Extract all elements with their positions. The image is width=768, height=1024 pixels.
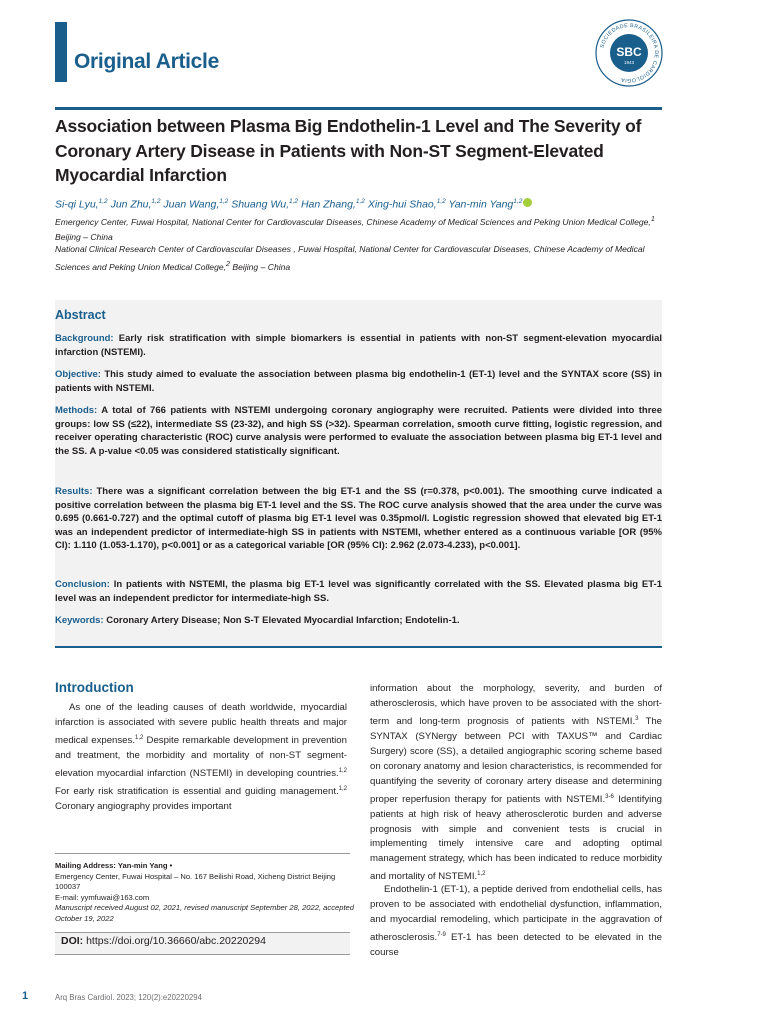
header-accent-bar bbox=[55, 22, 67, 82]
sbc-logo bbox=[594, 18, 664, 88]
introduction-heading: Introduction bbox=[55, 680, 134, 695]
article-type-label: Original Article bbox=[74, 50, 219, 73]
doi-label: DOI: bbox=[61, 935, 84, 947]
logo-year: 1943 bbox=[623, 60, 635, 65]
header-rule bbox=[55, 107, 662, 110]
mailing-address: Emergency Center, Fuwai Hospital – No. 167 Beilishi Road, Xicheng District Beijing 100037 bbox=[55, 871, 336, 891]
author-affiliation-mark: 1,2 bbox=[151, 198, 161, 205]
author-affiliation-mark: 1,2 bbox=[513, 198, 523, 205]
article-title: Association between Plasma Big Endothelin-1 Level and The Severity of Coronary Artery Disease in Patients with Non-ST Segment-Elevated Myocardial Infarction bbox=[55, 116, 642, 185]
author-name[interactable]: Juan Wang, bbox=[163, 198, 220, 211]
author-name[interactable]: Jun Zhu, bbox=[110, 198, 152, 211]
affiliation-2: National Clinical Research Center of Cardiovascular Diseases , Fuwai Hospital, National Center for Cardiovascular Diseases, Chinese Academy of Medical Sciences and Peking Union Medical College,$^2$ Beijing – China bbox=[55, 244, 645, 272]
author-affiliation-mark: 1,2 bbox=[436, 198, 446, 205]
author-affiliation-mark: 1,2 bbox=[98, 198, 108, 205]
journal-reference: Arq Bras Cardiol. 2023; 120(2):e20220294 bbox=[55, 993, 202, 1002]
intro-left-paragraph: As one of the leading causes of death worldwide, myocardial infarction is associated with severe public health threats and major medical expenses.$^{1,2}$ Despite remarkable development in prevention and treatment, the morbidity and mortality of non-ST segment-elevation myocardial infarction (NSTEMI) in developing countries.$^{1,2}$ For early risk stratification is essential and guiding management.$^{1,2}$ Coronary angiography provides important bbox=[55, 702, 347, 812]
orcid-icon[interactable] bbox=[523, 198, 532, 207]
doi-link[interactable]: https://doi.org/10.36660/abc.20220294 bbox=[86, 935, 266, 947]
abstract-methods: Methods: A total of 766 patients with NSTEMI undergoing coronary angiography were recruited. Patients were divided into three groups: low SS (≤22), intermediate SS (23-32), and high SS (>32). Spearman correlation, smooth curve fitting, logistic regression, and receiver operating characteristic (ROC) curve analysis were performed to evaluate the association between plasma big ET-1 level and the SS. A p-value <0.05 was considered statistically significant. bbox=[55, 405, 662, 457]
author-name[interactable]: Xing-hui Shao, bbox=[367, 198, 437, 211]
abstract-conclusion: Conclusion: In patients with NSTEMI, the plasma big ET-1 level was significantly correlated with the SS. Elevated plasma big ET-1 level was an independent predictor for intermediate-high SS. bbox=[55, 579, 662, 604]
abstract-keywords: Keywords: Coronary Artery Disease; Non S-T Elevated Myocardial Infarction; Endotelin-1. bbox=[55, 615, 460, 626]
page-number: 1 bbox=[22, 990, 29, 1002]
intro-right-paragraph-2: Endothelin-1 (ET-1), a peptide derived from endothelial cells, has proven to be associated with endothelial dysfunction, inflammation, and myocardial remodeling, which participate in the aggravation of atherosclerosis.$^{7-9}$ ET-1 has been detected to be elevated in the course bbox=[370, 884, 662, 958]
abstract-objective: Objective: This study aimed to evaluate the association between plasma big endothelin-1 (ET-1) level and the SYNTAX score (SS) in patients with NSTEMI. bbox=[55, 369, 662, 394]
author-affiliation-mark: 1,2 bbox=[219, 198, 229, 205]
author-name[interactable]: Si-qi Lyu, bbox=[55, 198, 99, 211]
mailing-address-block: Mailing Address: Yan-min Yang • Emergency Center, Fuwai Hospital – No. 167 Beilishi Road, Xicheng District Beijing 100037 E-mail: yymfuwai@163.com Manuscript received August 02, 2021, revised manuscript September 28, 2022, accepted October 19, 2022 bbox=[55, 861, 354, 923]
manuscript-dates: Manuscript received August 02, 2021, revised manuscript September 28, 2022, accepted October 19, 2022 bbox=[55, 903, 354, 923]
affiliation-1: Emergency Center, Fuwai Hospital, National Center for Cardiovascular Diseases, Chinese Academy of Medical Sciences and Peking Union Medical College,$^1$ Beijing – China bbox=[55, 215, 655, 242]
abstract-background: Background: Early risk stratification with simple biomarkers is essential in patients with non-ST segment-elevation myocardial infarction (NSTEMI). bbox=[55, 333, 662, 358]
author-list bbox=[55, 195, 665, 212]
author-affiliation-mark: 1,2 bbox=[355, 198, 365, 205]
mailing-email[interactable]: E-mail: yymfuwai@163.com bbox=[55, 892, 150, 902]
abstract-results: Results: There was a significant correlation between the big ET-1 and the SS (r=0.378, p<0.001). The smoothing curve indicated a positive correlation between the plasma big ET-1 level and the SS. The ROC curve analysis showed that the area under the curve was 0.695 (0.661-0.727) and the optimal cutoff of plasma big ET-1 level was 0.35pmol/l. Logistic regression showed that elevated big ET-1 was an independent predictor of intermediate-high SS in patients with NSTEMI, whether entered as a continuous variable [OR (95% CI): 1.110 (1.053-1.170), p<0.001] or as a categorical variable [OR (95% CI): 2.962 (2.073-4.233), p<0.001]. bbox=[55, 486, 662, 551]
logo-text: SBC bbox=[616, 45, 642, 59]
author-name[interactable]: Yan-min Yang bbox=[448, 198, 514, 211]
author-name[interactable]: Shuang Wu, bbox=[231, 198, 289, 211]
abstract-heading: Abstract bbox=[55, 308, 106, 322]
author-name[interactable]: Han Zhang, bbox=[300, 198, 356, 211]
intro-right-paragraph-1: information about the morphology, severity, and burden of atherosclerosis, which have proven to be associated with the short-term and long-term prognosis of patients with NSTEMI.$^3$ The SYNTAX (SYNergy between PCI with TAXUS™ and Cardiac Surgery) score (SS), a detailed angiographic scoring scheme based on coronary anatomy and lesion characteristics, is recommended for quantifying the severity of coronary artery disease and determining proper reperfusion therapy for patients with NSTEMI.$^{3-6}$ Identifying patients at high risk of heavy atherosclerotic burden and adverse prognosis with simple and convenient tests is crucial in implementing timely intensive care and adopting optimal management strategy, which has been indicated to reduce morbidity and mortality of NSTEMI.$^{1,2}$ bbox=[370, 683, 663, 883]
mailing-rule bbox=[55, 853, 350, 854]
logo-ring-text: SOCIEDADE BRASILEIRA DE CARDIOLOGIA bbox=[599, 22, 660, 84]
author-affiliation-mark: 1,2 bbox=[289, 198, 299, 205]
mailing-label: Mailing Address: Yan-min Yang bbox=[55, 861, 168, 870]
doi-line bbox=[61, 935, 266, 947]
